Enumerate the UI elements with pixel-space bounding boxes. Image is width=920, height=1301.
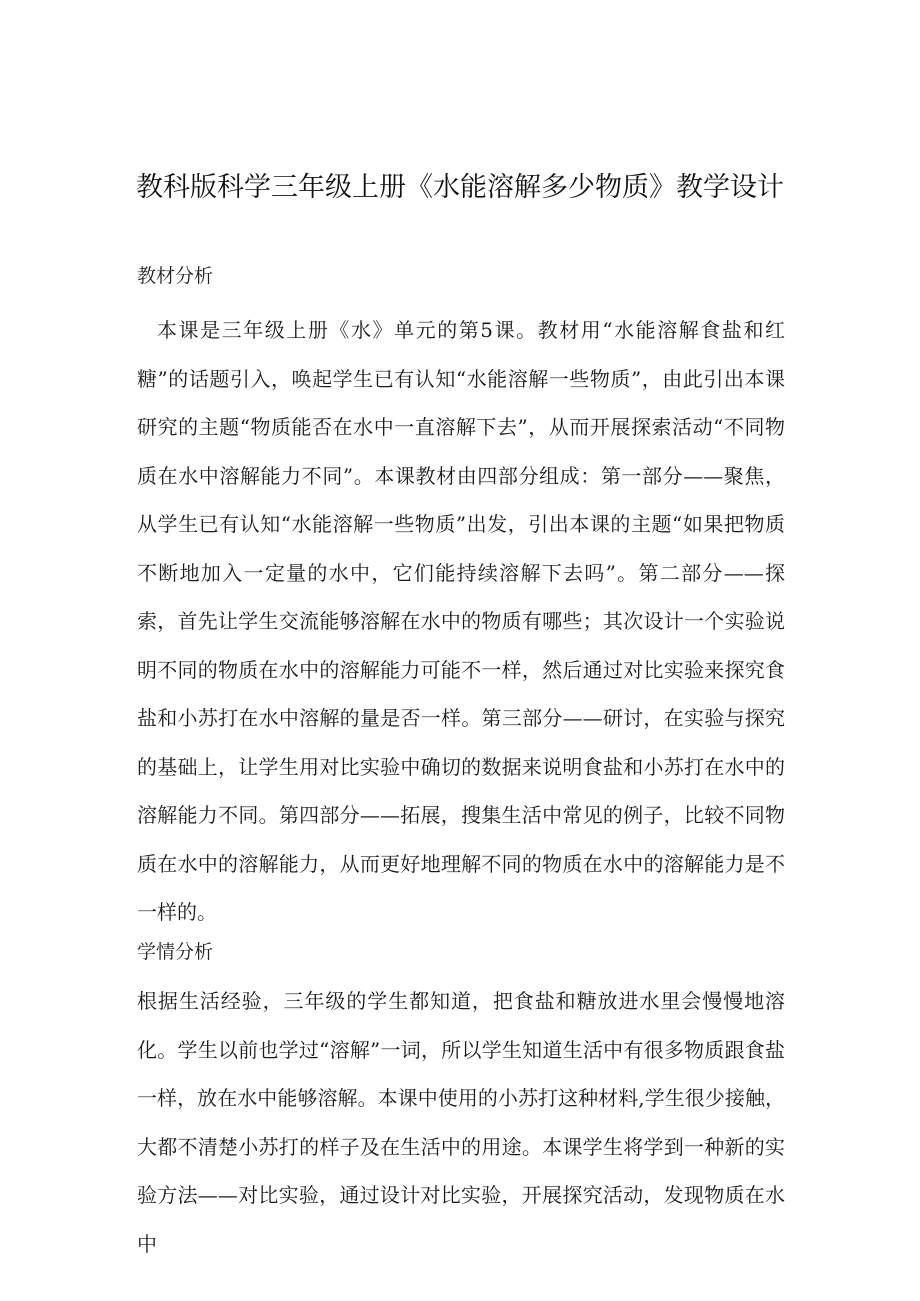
document-title: 教科版科学三年级上册《水能溶解多少物质》教学设计 [136, 172, 784, 203]
section-body-learner-analysis: 根据生活经验，三年级的学生都知道，把食盐和糖放进水里会慢慢地溶化。学生以前也学过“溶解”一词，所以学生知道生活中有很多物质跟食盐一样，放在水中能够溶解。本课中使用的小苏打这种材料,学生很少接触，大都不清楚小苏打的样子及在生活中的用途。本课学生将学到一种新的实验方法——对比实验，通过设计对比实验，开展探究活动，发现物质在水中 [137, 989, 785, 1256]
section-heading-learner-analysis: 学情分析 [137, 941, 214, 963]
section-body-textbook-analysis: 本课是三年级上册《水》单元的第5课。教材用“水能溶解食盐和红糖”的话题引入，唤起学生已有认知“水能溶解一些物质”，由此引出本课研究的主题“物质能否在水中一直溶解下去”，从而开展探索活动“不同物质在水中溶解能力不同”。本课教材由四部分组成：第一部分——聚焦，从学生已有认知“水能溶解一些物质”出发，引出本课的主题“如果把物质不断地加入一定量的水中，它们能持续溶解下去吗”。第二部分——探索，首先让学生交流能够溶解在水中的物质有哪些；其次设计一个实验说明不同的物质在水中的溶解能力可能不一样，然后通过对比实验来探究食盐和小苏打在水中溶解的量是否一样。第三部分——研讨，在实验与探究的基础上，让学生用对比实验中确切的数据来说明食盐和小苏打在水中的溶解能力不同。第四部分——拓展，搜集生活中常见的例子，比较不同物质在水中的溶解能力，从而更好地理解不同的物质在水中的溶解能力是不一样的。 [137, 318, 785, 924]
section-heading-textbook-analysis: 教材分析 [137, 265, 214, 287]
